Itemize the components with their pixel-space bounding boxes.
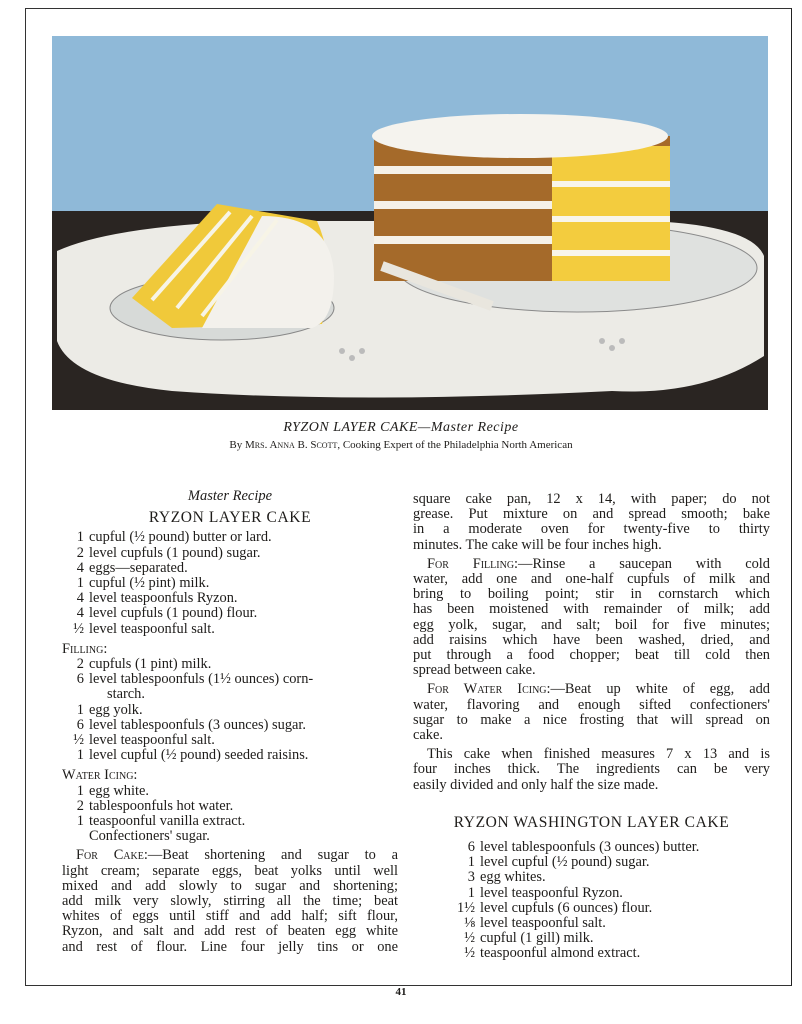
illustration-byline (0, 439, 802, 451)
text-line (62, 924, 398, 939)
line-text: four inches thick. The ingredients can be very (413, 761, 770, 778)
ingredient-item (62, 657, 398, 672)
ingredient-item (62, 622, 398, 637)
text-line (413, 762, 770, 777)
ingredient-text: level cupfuls (6 ounces) flour. (480, 899, 653, 916)
ingredient-text: Confectioners' sugar. (89, 828, 210, 845)
recipe-subtitle: Master Recipe (187, 488, 273, 504)
ingredient-text: level tablespoonfuls (1½ ounces) corn- (89, 671, 314, 688)
line-text: —Rinse a saucepan with cold (518, 555, 770, 572)
ingredient-item (62, 546, 398, 561)
line-text: easily divided and only half the size made. (413, 776, 659, 793)
ingredient-quantity: 4 (76, 590, 84, 607)
byline-prefix: By (229, 439, 246, 451)
ingredient-quantity: 1 (76, 575, 84, 592)
ingredient-item (62, 703, 398, 718)
note-paragraph (413, 747, 770, 793)
ingredient-text: level cupful (½ pound) sugar. (480, 854, 650, 871)
ingredient-quantity: 2 (76, 656, 84, 673)
ingredient-text: level cupfuls (1 pound) flour. (89, 605, 258, 622)
ingredient-text: cupfuls (1 pint) milk. (89, 656, 212, 673)
continued-paragraph (413, 492, 770, 553)
text-line (413, 572, 770, 587)
text-line (62, 848, 398, 863)
line-text: put through a food chopper; beat till cold then (413, 647, 770, 664)
washington-recipe-title: RYZON WASHINGTON LAYER CAKE (453, 813, 730, 831)
ingredient-quantity: 1 (76, 747, 84, 764)
ingredient-item (453, 840, 770, 855)
text-line (62, 864, 398, 879)
filling-heading: Filling: (62, 640, 108, 657)
ingredient-quantity: 6 (76, 716, 84, 733)
line-text: water, flavoring and enough sifted confectioners' (413, 696, 770, 713)
ingredient-item (62, 576, 398, 591)
ingredient-item (453, 916, 770, 931)
ingredient-quantity: 2 (76, 797, 84, 814)
line-text: —Beat up white of egg, add (550, 681, 770, 698)
left-column (62, 489, 398, 955)
text-line (413, 557, 770, 572)
ingredient-quantity: 1 (467, 854, 475, 871)
byline-suffix: , Cooking Expert of the Philadelphia North American (337, 439, 573, 451)
ingredient-text: level teaspoonful salt. (89, 620, 215, 637)
water-icing-heading: Water Icing: (62, 767, 138, 784)
text-line: in a moderate oven for twenty-five to thirty (413, 521, 770, 538)
text-line (413, 682, 770, 697)
ingredient-quantity (62, 829, 89, 844)
ingredient-quantity: 6 (467, 839, 475, 856)
text-line (62, 879, 398, 894)
ingredient-item (453, 901, 770, 916)
ingredient-quantity: 6 (76, 671, 84, 688)
line-text: add milk very slowly, stirring all the time; beat (62, 893, 398, 910)
line-text: cake. (413, 727, 443, 744)
ingredient-text: cupful (½ pound) butter or lard. (89, 529, 272, 546)
text-line (413, 698, 770, 713)
ingredient-text: level cupfuls (1 pound) sugar. (89, 544, 261, 561)
ingredient-quantity: 4 (76, 559, 84, 576)
text-line: minutes. The cake will be four inches high. (413, 536, 662, 553)
line-text: spread between cake. (413, 662, 536, 679)
paragraph-lead: For Cake: (76, 847, 148, 864)
text-line: grease. Put mixture on and spread smooth; bake (413, 506, 770, 523)
ingredient-text: cupful (1 gill) milk. (480, 930, 594, 947)
line-text: egg yolk, sugar, and salt; boil for five minutes; (413, 616, 770, 633)
cake-illustration (52, 36, 768, 410)
line-text: whites of eggs until stiff and add half; sift flour, (62, 908, 398, 925)
page-number: 41 (395, 986, 407, 998)
line-text: light cream; separate eggs, beat yolks until well (62, 862, 398, 879)
ingredient-item (453, 946, 770, 961)
ingredient-quantity: 4 (76, 605, 84, 622)
ingredient-item (453, 870, 770, 885)
ingredient-text: level cupful (½ pound) seeded raisins. (89, 747, 309, 764)
ingredient-item (62, 733, 398, 748)
icing-ingredient-list (62, 784, 398, 845)
ingredient-text: tablespoonfuls hot water. (89, 797, 234, 814)
ingredient-item (62, 561, 398, 576)
ingredient-text: egg yolk. (89, 701, 143, 718)
text-line (413, 633, 770, 648)
ingredient-text: level teaspoonful salt. (480, 915, 606, 932)
ingredient-item (62, 748, 398, 763)
washington-ingredient-list (413, 840, 770, 962)
ingredient-quantity: 1 (76, 701, 84, 718)
text-line (413, 648, 770, 663)
ingredient-quantity: 1 (76, 529, 84, 546)
ingredient-item (453, 931, 770, 946)
byline-author: Mrs. Anna B. Scott (245, 439, 338, 451)
paragraph-lead: For Water Icing: (427, 681, 551, 698)
ingredient-text: level teaspoonful Ryzon. (480, 884, 623, 901)
line-text: add raisins which have been washed, dried, and (413, 631, 770, 648)
filling-ingredient-list (62, 657, 398, 763)
illustration-caption-title: RYZON LAYER CAKE—Master Recipe (283, 420, 519, 435)
ingredient-text: level teaspoonful salt. (89, 732, 215, 749)
ingredient-text: level tablespoonfuls (3 ounces) sugar. (89, 716, 307, 733)
ingredient-text: cupful (½ pint) milk. (89, 575, 210, 592)
right-column (413, 492, 770, 962)
line-text: bring to boiling point; stir in cornstarch which (413, 586, 770, 603)
for-filling-paragraph (413, 557, 770, 679)
text-line (62, 894, 398, 909)
line-text: and rest of flour. Line four jelly tins or one (62, 938, 398, 955)
text-line (413, 747, 770, 762)
ingredient-item (62, 814, 398, 829)
text-line (62, 909, 398, 924)
for-cake-paragraph (62, 848, 398, 954)
ingredient-quantity: 3 (467, 869, 475, 886)
ingredient-quantity: ½ (73, 732, 84, 749)
ingredient-quantity: 1 (76, 813, 84, 830)
ingredient-quantity: ½ (464, 945, 475, 962)
ingredient-text: teaspoonful almond extract. (480, 945, 641, 962)
ingredient-quantity: 1½ (457, 899, 475, 916)
ingredient-list (62, 530, 398, 636)
ingredient-text: egg whites. (480, 869, 546, 886)
ingredient-text: egg white. (89, 782, 149, 799)
text-line (413, 618, 770, 633)
text-line (413, 602, 770, 617)
ingredient-item (62, 784, 398, 799)
paragraph-lead: For Filling: (427, 555, 519, 572)
ingredient-quantity: 1 (76, 782, 84, 799)
ingredient-item (62, 606, 398, 621)
ingredient-item (62, 530, 398, 545)
text-line (62, 940, 398, 955)
ingredient-text: level teaspoonfuls Ryzon. (89, 590, 238, 607)
text-line (413, 778, 770, 793)
ingredient-item (62, 591, 398, 606)
ingredient-continuation: starch. (107, 686, 145, 703)
line-text: has been moistened with remainder of milk; add (413, 601, 770, 618)
ingredient-quantity: ½ (73, 620, 84, 637)
ingredient-text: level tablespoonfuls (3 ounces) butter. (480, 839, 700, 856)
for-water-icing-paragraph (413, 682, 770, 743)
ingredient-text: eggs—separated. (89, 559, 188, 576)
ingredient-item (62, 799, 398, 814)
ingredient-quantity: 1 (467, 884, 475, 901)
ingredient-item (62, 829, 398, 844)
line-text: This cake when finished measures 7 x 13 and is (427, 746, 770, 763)
ingredient-item (62, 718, 398, 733)
line-text: mixed and add slowly to sugar and shortening; (62, 877, 398, 894)
ingredient-item (62, 672, 398, 687)
ingredient-quantity: ½ (464, 930, 475, 947)
text-line: square cake pan, 12 x 14, with paper; do not (413, 491, 770, 507)
line-text: Ryzon, and salt and add rest of beaten egg white (62, 923, 398, 940)
recipe-title: RYZON LAYER CAKE (148, 509, 312, 527)
line-text: sugar to make a nice frosting that will spread on (413, 711, 770, 728)
ingredient-item (453, 886, 770, 901)
text-line (413, 663, 770, 678)
ingredient-quantity: 2 (76, 544, 84, 561)
text-line (413, 713, 770, 728)
ingredient-item (453, 855, 770, 870)
ingredient-text: teaspoonful vanilla extract. (89, 813, 246, 830)
text-line (413, 728, 770, 743)
line-text: water, add one and one-half cupfuls of milk and (413, 571, 770, 588)
line-text: —Beat shortening and sugar to a (147, 847, 398, 864)
ingredient-quantity: ⅛ (464, 915, 475, 932)
text-line (413, 587, 770, 602)
